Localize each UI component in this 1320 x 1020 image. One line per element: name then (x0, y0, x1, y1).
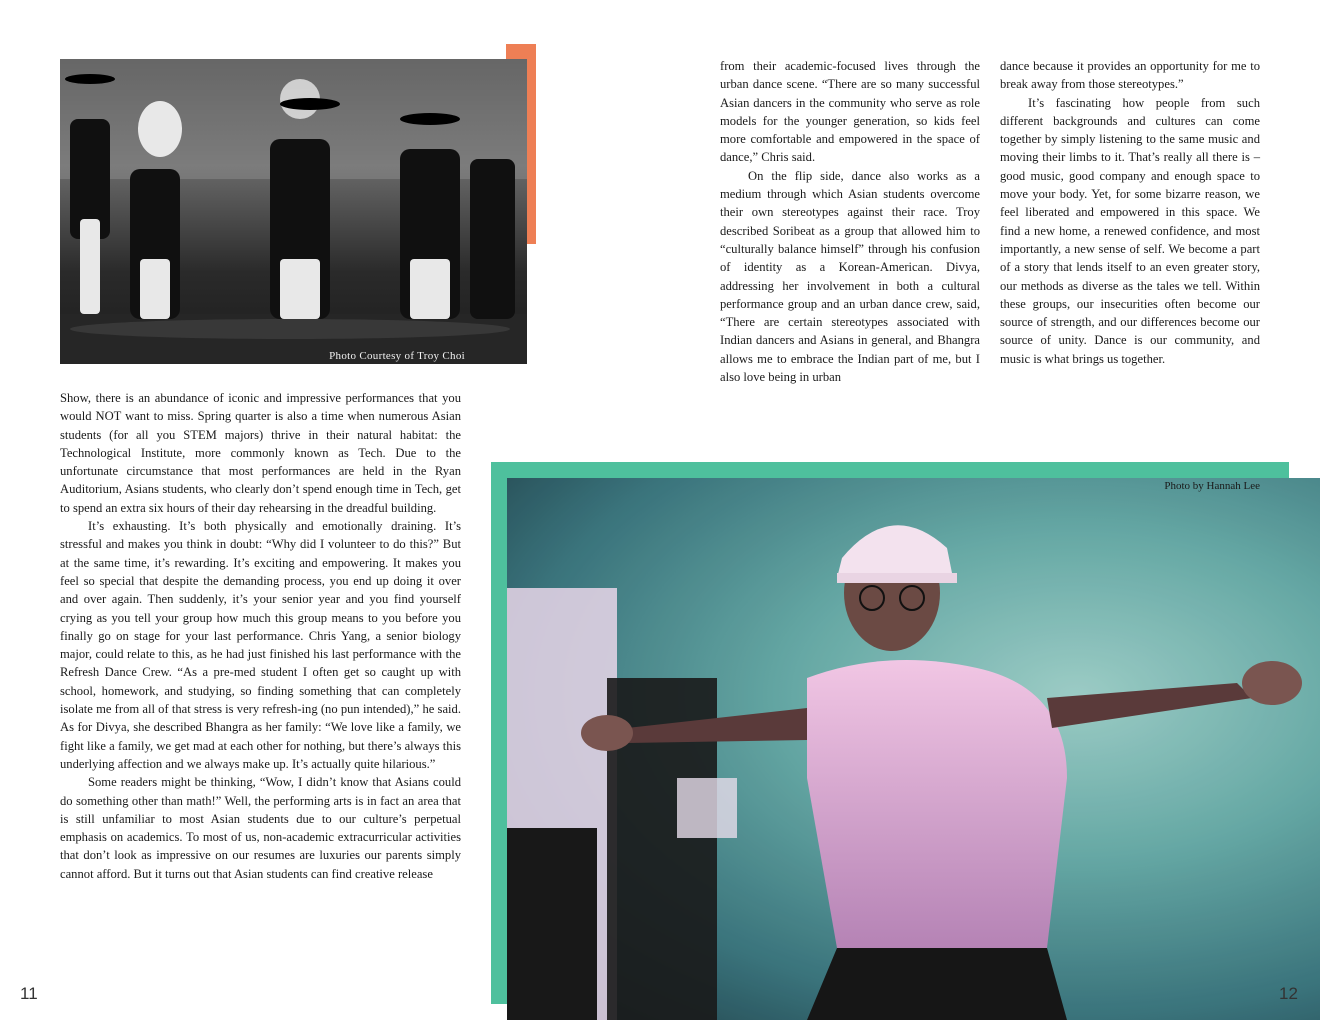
paragraph: from their academic-focused lives through the urban dance scene. “There are so many successful Asian dancers in the community who serve as role models for the younger generation, so kids feel more comfortable and empowered in the space of dance,” Chris said. (720, 59, 980, 165)
top-photo (60, 59, 527, 364)
bottom-photo-scene (507, 478, 1320, 1020)
page-number-left: 11 (20, 984, 38, 1003)
paragraph: Some readers might be thinking, “Wow, I didn’t know that Asians could do something other than math!” Well, the performing arts is in fact an area that is still unfamiliar to most Asian students due to our culture’s perpetual emphasis on academics. To most of us, non-academic extracurricular activities that don’t look as impressive on our resumes are luxuries our parents simply cannot afford. But it turns out that Asian students can find creative release (60, 775, 461, 881)
paragraph: Show, there is an abundance of iconic and impressive performances that you would NOT want to miss. Spring quarter is also a time when numerous Asian students (for all you STEM majors) thrive in their natural habitat: the Technological Institute, more commonly known as Tech. Due to the unfortunate circumstance that most performances are held in the Ryan Auditorium, Asians students, who clearly don’t spend enough time in Tech, get to spend an extra six hours of their day rehearsing in the dreadful building. (60, 391, 461, 515)
paragraph: It’s exhausting. It’s both physically and emotionally draining. It’s stressful and makes you think in doubt: “Why did I volunteer to do this?” But at the same time, it’s rewarding. It’s exciting and empowering. It makes you feel so special that despite the demanding process, you end up doing it over and over again. Then suddenly, it’s your senior year and you find yourself crying as you tell your group how much this group means to you before you finally go on stage for your last performance. Chris Yang, a senior biology major, could relate to this, as he had just finished his last performance with the Refresh Dance Crew. “As a pre-med student I often get so caught up with school, homework, and studying, so finding something that can completely isolate me from all of that stress is very refresh-ing (no pun intended),” he said. As for Divya, she described Bhangra as her family: “We love like a family, we fight like a family, we get mad at each other for nothing, but there’s always this underlying affection and we always make up. It’s actually quite hilarious.” (60, 519, 461, 771)
paragraph: dance because it provides an opportunity for me to break away from those stereotypes.” (1000, 59, 1260, 92)
page-number-right: 12 (1279, 984, 1298, 1003)
paragraph: It’s fascinating how people from such different backgrounds and cultures can come together by simply listening to the same music and moving their limbs to it. That’s really all there is – good music, good company and enough space to move your body. Yet, for some bizarre reason, we feel liberated and empowered in this space. We find a new home, a renewed confidence, and most importantly, a new sense of self. We become a part of a story that lends itself to an even greater story, our methods as diverse as the tales we tell. Within these groups, our insecurities often become our source of strength, and our differences become our source of unity. Dance is our community, and music is what brings us together. (1000, 95, 1260, 366)
article-right-column (1000, 57, 1260, 368)
bottom-photo (507, 478, 1320, 1020)
article-middle-column (720, 57, 980, 386)
top-photo-credit: Photo Courtesy of Troy Choi (329, 350, 465, 362)
bottom-photo-credit: Photo by Hannah Lee (1164, 480, 1260, 492)
paragraph: On the flip side, dance also works as a medium through which Asian students overcome their own stereotypes against their race. Troy described Soribeat as a group that allowed him to “culturally balance himself” through his confusion of identity as a Korean-American. Divya, addressing her involvement in both a cultural performance group and an urban dance crew, said, “There are certain stereotypes associated with Indian dancers and Asians in general, and Bhangra allows me to embrace the Indian part of me, but I also love being in urban (720, 168, 980, 385)
article-left-column (60, 389, 461, 883)
top-photo-scene (60, 59, 527, 364)
